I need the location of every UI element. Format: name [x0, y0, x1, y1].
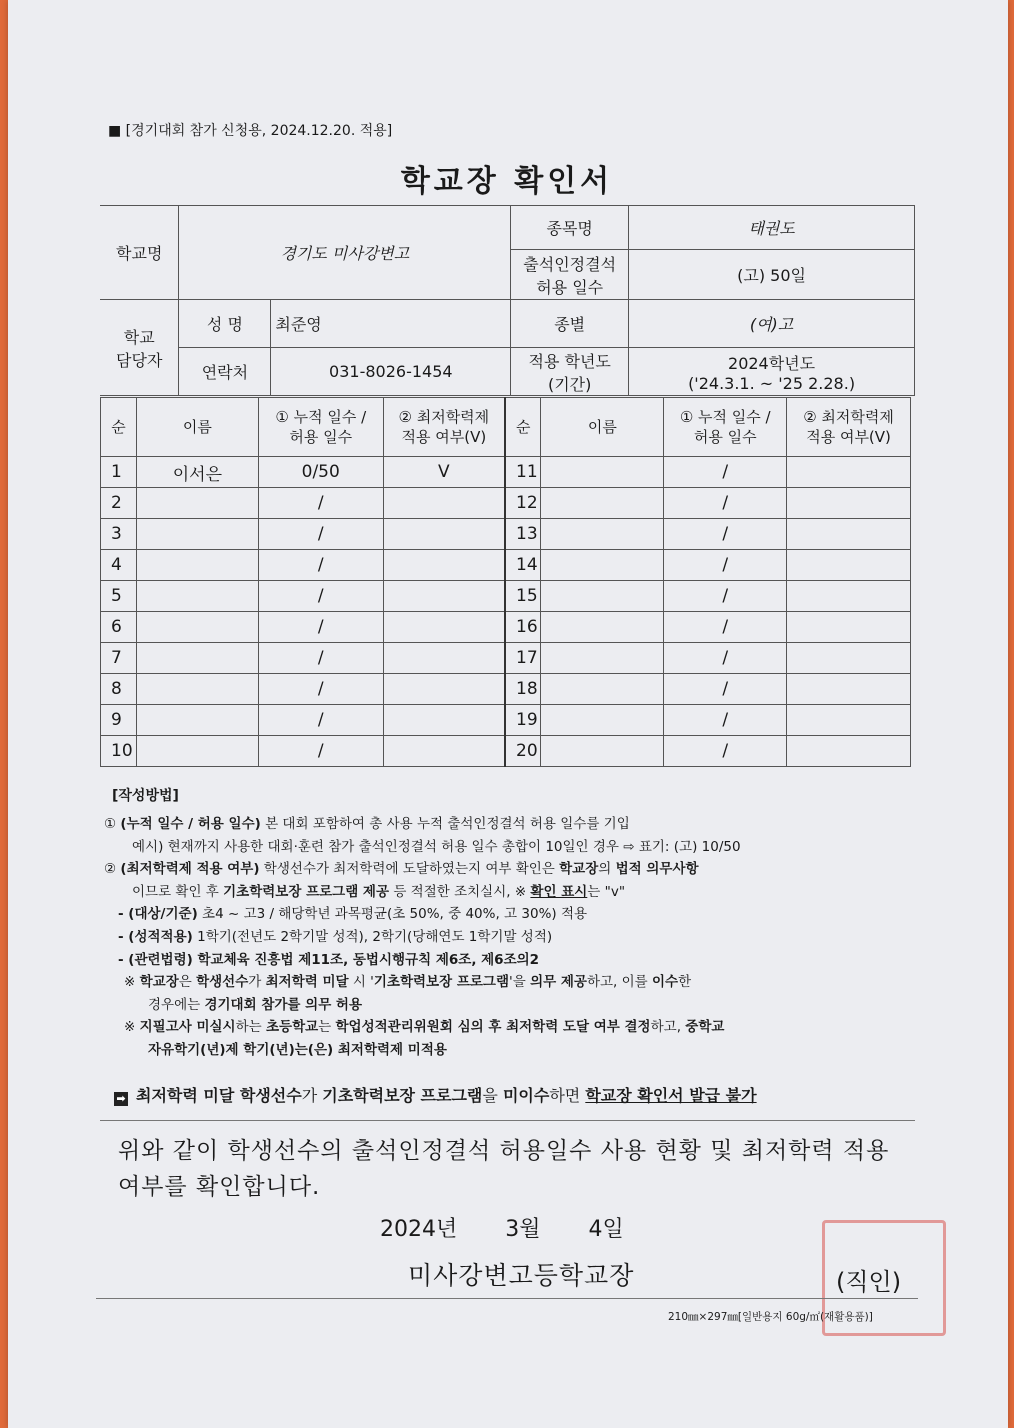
absence-days-label-line1: 출석인정결석	[523, 254, 617, 274]
method-l8-i: '을	[509, 974, 531, 991]
method-line-11	[104, 1039, 924, 1062]
student-name	[541, 457, 664, 488]
student-days: /	[258, 488, 383, 519]
student-rows	[101, 457, 911, 767]
table-row	[101, 705, 911, 736]
method-line-10	[104, 1016, 924, 1039]
year-value-line2: ('24.3.1. ~ '25 2.28.)	[688, 373, 856, 393]
method-l8-a: ※	[124, 974, 140, 991]
method-l1-rest: 본 대회 포함하여 총 사용 누적 출석인정결석 허용 일수를 기입	[260, 816, 630, 832]
divider-top	[100, 1120, 915, 1121]
student-days: /	[664, 519, 787, 550]
student-no: 9	[101, 705, 137, 736]
method-line-9	[104, 994, 924, 1017]
student-minimum-check	[383, 674, 505, 705]
method-l4-e: 는 "v"	[587, 883, 626, 900]
warning-note	[114, 1083, 757, 1106]
student-no: 1	[101, 457, 137, 488]
absence-days-label-line2: 허용 일수	[536, 277, 604, 297]
student-days: /	[258, 581, 383, 612]
category-value: (여)고	[629, 300, 915, 348]
student-no: 8	[101, 674, 137, 705]
method-l3-bold: (최저학력제 적용 여부)	[120, 861, 260, 878]
method-l10-c: 하는	[235, 1019, 266, 1036]
method-line-8	[104, 971, 924, 994]
manager-label-line2: 담당자	[116, 350, 163, 370]
manager-name-value: 최준영	[271, 300, 511, 348]
student-minimum-check	[787, 705, 911, 736]
student-no: 13	[505, 519, 541, 550]
student-no: 11	[505, 457, 541, 488]
student-name	[541, 550, 664, 581]
student-days: /	[258, 550, 383, 581]
student-minimum-check	[383, 643, 505, 674]
method-l3-b: 학교장	[559, 861, 599, 878]
student-minimum-check	[787, 581, 911, 612]
date-day: 4일	[588, 1217, 624, 1242]
student-name	[541, 612, 664, 643]
col-days-header-line1: ① 누적 일수 /	[679, 408, 771, 426]
year-label	[511, 348, 629, 396]
method-l3-a: 학생선수가 최저학력에 도달하였는지 여부 확인은	[259, 861, 560, 878]
year-label-line1: 적용 학년도	[528, 351, 611, 371]
method-l8-f: 최저학력 미달	[265, 974, 349, 991]
date-year: 2024년	[380, 1217, 458, 1242]
student-minimum-check	[383, 736, 505, 767]
method-l8-j: 의무 제공	[530, 974, 587, 991]
col-no-header: 순	[101, 398, 137, 457]
method-l9-a: 경우에는	[148, 996, 205, 1013]
student-minimum-check	[787, 488, 911, 519]
method-l10-f: 학업성적관리위원회 심의 후 최저학력 도달 여부 결정	[335, 1019, 651, 1036]
method-line-4	[104, 881, 924, 904]
student-days: /	[664, 581, 787, 612]
student-days: /	[664, 457, 787, 488]
manager-label-line1: 학교	[123, 327, 155, 347]
method-l10-d: 초등학교	[265, 1019, 319, 1036]
table-row	[101, 643, 911, 674]
warning-a: 최저학력 미달 학생선수	[136, 1086, 302, 1105]
method-l5-bold: - (대상/기준)	[118, 906, 198, 923]
name-label: 성 명	[179, 300, 271, 348]
student-no: 5	[101, 581, 137, 612]
student-days: /	[664, 488, 787, 519]
student-name	[541, 643, 664, 674]
student-days: /	[664, 612, 787, 643]
method-l4-a: 이므로 확인 후	[132, 883, 224, 900]
manager-label	[100, 300, 179, 396]
sport-value: 태권도	[629, 206, 915, 250]
method-l5-rest: 초4 ~ 고3 / 해당학년 과목평균(초 50%, 중 40%, 고 30%) 적용	[197, 906, 588, 923]
warning-c: 기초학력보장 프로그램	[322, 1086, 483, 1105]
student-minimum-check: V	[383, 457, 505, 488]
sport-label: 종목명	[511, 206, 629, 250]
student-no: 18	[505, 674, 541, 705]
student-no: 16	[505, 612, 541, 643]
student-no: 2	[101, 488, 137, 519]
table-row	[101, 612, 911, 643]
student-no: 20	[505, 736, 541, 767]
student-name	[136, 674, 258, 705]
student-no: 17	[505, 643, 541, 674]
method-l8-c: 은	[178, 974, 197, 991]
method-l6-bold: - (성적적용)	[118, 928, 193, 945]
student-name	[136, 488, 258, 519]
method-l8-l: 이수	[651, 974, 679, 991]
table-row	[101, 488, 911, 519]
method-title: [작성방법]	[112, 788, 179, 804]
divider-bottom	[96, 1298, 918, 1299]
student-minimum-check	[787, 550, 911, 581]
student-no: 3	[101, 519, 137, 550]
principal-name: 미사강변고등학교장	[408, 1261, 635, 1290]
col-minimum-header-line2: 적용 여부(V)	[806, 428, 891, 446]
student-minimum-check	[383, 550, 505, 581]
info-table	[100, 205, 915, 396]
student-name	[541, 705, 664, 736]
method-l1-bold: (누적 일수 / 허용 일수)	[120, 816, 261, 832]
method-l4-b: 기초학력보장 프로그램 제공	[223, 883, 390, 900]
col-days-header	[664, 398, 787, 457]
student-no: 19	[505, 705, 541, 736]
col-days-header-line2: 허용 일수	[693, 428, 757, 446]
col-days-header-line1: ① 누적 일수 /	[275, 408, 367, 426]
student-minimum-check	[787, 736, 911, 767]
date-month: 3월	[505, 1217, 541, 1242]
method-line-7	[104, 949, 924, 972]
student-name	[136, 612, 258, 643]
method-l3-c: 의	[598, 861, 616, 878]
method-line-1	[104, 813, 924, 836]
footer-note: 210㎜×297㎜[일반용지 60g/㎡(재활용품)]	[668, 1311, 873, 1323]
warning-d: 을	[482, 1086, 503, 1105]
method-l8-g: 시 '	[348, 974, 374, 991]
warning-b: 가	[301, 1086, 323, 1105]
method-l11-a: 자유학기(년)제 학기(년)는(은) 최저학력제 미적용	[148, 1041, 447, 1058]
col-minimum-header	[787, 398, 911, 457]
method-l7-bold: - (관련법령)	[118, 951, 193, 968]
method-line-5	[104, 903, 924, 926]
student-name	[136, 519, 258, 550]
col-minimum-header-line1: ② 최저학력제	[803, 408, 894, 426]
category-label: 종별	[511, 300, 629, 348]
student-no: 12	[505, 488, 541, 519]
table-row	[101, 736, 911, 767]
year-label-line2: (기간)	[547, 374, 592, 394]
student-days: /	[664, 550, 787, 581]
student-no: 15	[505, 581, 541, 612]
table-row	[101, 674, 911, 705]
method-l9-b: 경기대회 참가를 의무 허용	[204, 996, 363, 1013]
arrow-icon: ➡	[114, 1092, 128, 1106]
student-days: /	[258, 519, 383, 550]
student-days: /	[258, 674, 383, 705]
student-no: 14	[505, 550, 541, 581]
student-name	[136, 550, 258, 581]
student-minimum-check	[787, 643, 911, 674]
method-l3-d: 법적 의무사항	[615, 861, 699, 878]
student-no: 7	[101, 643, 137, 674]
student-name	[541, 519, 664, 550]
student-days: /	[258, 643, 383, 674]
table-row	[101, 581, 911, 612]
student-minimum-check	[383, 519, 505, 550]
student-name	[136, 643, 258, 674]
col-days-header	[258, 398, 383, 457]
col-minimum-header-line1: ② 최저학력제	[398, 408, 490, 426]
document-title: 학교장 확인서	[400, 164, 614, 199]
method-l10-a: ※	[124, 1019, 140, 1036]
student-days: /	[664, 736, 787, 767]
table-row	[101, 550, 911, 581]
header-note: ■ [경기대회 참가 신청용, 2024.12.20. 적용]	[108, 123, 393, 139]
col-name-header: 이름	[541, 398, 664, 457]
year-value-line1: 2024학년도	[728, 353, 816, 373]
students-table	[100, 397, 911, 767]
student-days: /	[258, 736, 383, 767]
student-name	[541, 674, 664, 705]
seal-label: (직인)	[836, 1268, 902, 1296]
student-name	[541, 736, 664, 767]
student-minimum-check	[383, 612, 505, 643]
method-l1-num: ①	[104, 816, 117, 832]
method-l6-rest: 1학기(전년도 2학기말 성적), 2학기(당해연도 1학기말 성적)	[192, 928, 553, 945]
student-name	[541, 488, 664, 519]
student-minimum-check	[787, 457, 911, 488]
col-no-header: 순	[505, 398, 541, 457]
student-name: 이서은	[136, 457, 258, 488]
method-l4-d: 확인 표시	[530, 883, 588, 900]
contact-label: 연락처	[179, 348, 271, 396]
student-name	[136, 736, 258, 767]
warning-f: 하면	[549, 1086, 586, 1105]
method-l8-m: 한	[678, 974, 692, 991]
method-l4-c: 등 적절한 조치실시, ※	[389, 883, 531, 900]
method-section	[104, 813, 924, 1062]
method-l3-num: ②	[104, 861, 117, 878]
student-no: 10	[101, 736, 137, 767]
absence-days-label	[511, 250, 629, 300]
method-line-3	[104, 858, 924, 881]
method-line-2: 예시) 현재까지 사용한 대회·훈련 참가 출석인정결석 허용 일수 총합이 10일인 경우 ⇨ 표기: (고) 10/50	[132, 838, 741, 855]
student-days: 0/50	[258, 457, 383, 488]
student-minimum-check	[383, 705, 505, 736]
student-minimum-check	[787, 674, 911, 705]
table-row	[101, 457, 911, 488]
warning-e: 미이수	[502, 1086, 550, 1105]
year-value	[629, 348, 915, 396]
confirm-text: 위와 같이 학생선수의 출석인정결석 허용일수 사용 현황 및 최저학력 적용 여부를 확인합니다.	[118, 1138, 890, 1200]
method-l8-b: 학교장	[139, 974, 179, 991]
student-days: /	[664, 674, 787, 705]
school-name-value: 경기도 미사강변고	[179, 206, 511, 300]
method-l8-e: 가	[248, 974, 266, 991]
student-days: /	[258, 705, 383, 736]
contact-value: 031-8026-1454	[271, 348, 511, 396]
student-days: /	[664, 643, 787, 674]
method-l8-d: 학생선수	[196, 974, 249, 991]
absence-days-value: (고) 50일	[629, 250, 915, 300]
student-no: 4	[101, 550, 137, 581]
issue-date	[380, 1212, 624, 1243]
col-days-header-line2: 허용 일수	[289, 428, 353, 446]
student-name	[136, 581, 258, 612]
method-l10-g: 하고,	[650, 1019, 686, 1036]
student-minimum-check	[787, 612, 911, 643]
student-days: /	[258, 612, 383, 643]
student-no: 6	[101, 612, 137, 643]
school-name-label: 학교명	[100, 206, 179, 300]
col-name-header: 이름	[136, 398, 258, 457]
method-l10-h: 중학교	[685, 1019, 725, 1036]
student-minimum-check	[787, 519, 911, 550]
warning-g: 학교장 확인서 발급 불가	[585, 1086, 757, 1105]
student-days: /	[664, 705, 787, 736]
col-minimum-header	[383, 398, 505, 457]
col-minimum-header-line2: 적용 여부(V)	[401, 428, 487, 446]
student-name	[136, 705, 258, 736]
method-l8-h: 기초학력보장 프로그램	[373, 974, 510, 991]
student-name	[541, 581, 664, 612]
student-minimum-check	[383, 581, 505, 612]
student-minimum-check	[383, 488, 505, 519]
method-l10-e: 는	[318, 1019, 336, 1036]
method-l8-k: 하고, 이를	[586, 974, 652, 991]
method-line-6	[104, 926, 924, 949]
method-l10-b: 지필고사 미실시	[139, 1019, 236, 1036]
table-row	[101, 519, 911, 550]
method-l7-rest: 학교체육 진흥법 제11조, 동법시행규칙 제6조, 제6조의2	[192, 951, 540, 968]
